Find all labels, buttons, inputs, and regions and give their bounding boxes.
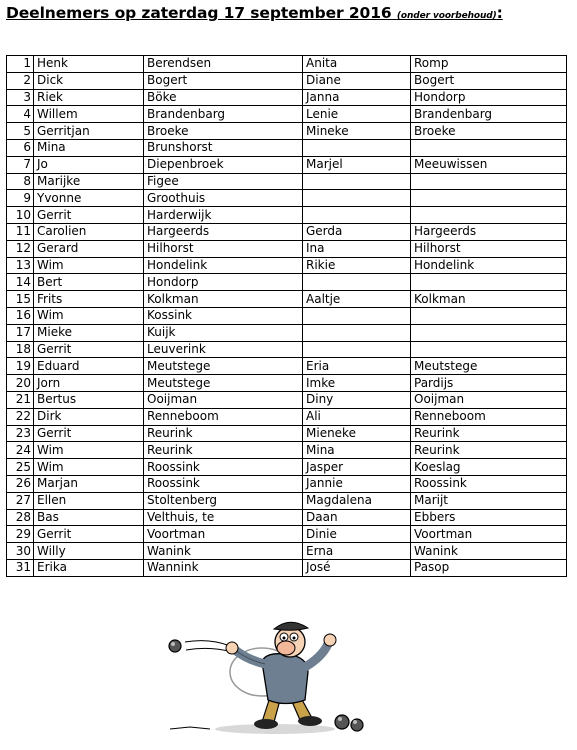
table-row <box>7 492 567 509</box>
partner-first-name-cell <box>303 173 411 190</box>
row-number: 5 <box>7 123 34 140</box>
first-name-cell: Willem <box>34 106 144 123</box>
first-name-cell: Gerrit <box>34 207 144 224</box>
row-number: 4 <box>7 106 34 123</box>
last-name-cell: Hargeerds <box>144 223 303 240</box>
first-name-cell: Wim <box>34 459 144 476</box>
row-number: 27 <box>7 492 34 509</box>
partner-first-name-cell: Erna <box>303 543 411 560</box>
partner-first-name-cell: Eria <box>303 358 411 375</box>
partner-last-name-cell: Roossink <box>411 475 567 492</box>
table-row <box>7 375 567 392</box>
table-row <box>7 56 567 73</box>
partner-first-name-cell: Daan <box>303 509 411 526</box>
last-name-cell: Harderwijk <box>144 207 303 224</box>
table-row <box>7 425 567 442</box>
row-number: 28 <box>7 509 34 526</box>
last-name-cell: Diepenbroek <box>144 156 303 173</box>
first-name-cell: Erika <box>34 559 144 576</box>
table-row <box>7 240 567 257</box>
last-name-cell: Voortman <box>144 526 303 543</box>
last-name-cell: Velthuis, te <box>144 509 303 526</box>
row-number: 17 <box>7 324 34 341</box>
partner-first-name-cell: Janna <box>303 89 411 106</box>
last-name-cell: Stoltenberg <box>144 492 303 509</box>
table-row <box>7 459 567 476</box>
table-row <box>7 442 567 459</box>
partner-last-name-cell: Reurink <box>411 442 567 459</box>
partner-first-name-cell: Jannie <box>303 475 411 492</box>
table-row <box>7 223 567 240</box>
row-number: 30 <box>7 543 34 560</box>
partner-last-name-cell: Meeuwissen <box>411 156 567 173</box>
table-row <box>7 475 567 492</box>
partner-last-name-cell: Ebbers <box>411 509 567 526</box>
row-number: 26 <box>7 475 34 492</box>
partner-last-name-cell <box>411 341 567 358</box>
row-number: 15 <box>7 291 34 308</box>
title-main: Deelnemers op zaterdag 17 september 2016 <box>6 4 392 22</box>
first-name-cell: Gerrit <box>34 341 144 358</box>
last-name-cell: Wanink <box>144 543 303 560</box>
petanque-player-icon <box>150 612 370 737</box>
first-name-cell: Mieke <box>34 324 144 341</box>
first-name-cell: Gerritjan <box>34 123 144 140</box>
row-number: 11 <box>7 223 34 240</box>
last-name-cell: Berendsen <box>144 56 303 73</box>
table-row <box>7 173 567 190</box>
partner-last-name-cell: Hondelink <box>411 257 567 274</box>
partner-last-name-cell: Voortman <box>411 526 567 543</box>
row-number: 18 <box>7 341 34 358</box>
partner-last-name-cell: Wanink <box>411 543 567 560</box>
first-name-cell: Jorn <box>34 375 144 392</box>
last-name-cell: Reurink <box>144 425 303 442</box>
partner-last-name-cell: Reurink <box>411 425 567 442</box>
partner-first-name-cell: Ali <box>303 408 411 425</box>
first-name-cell: Frits <box>34 291 144 308</box>
partner-first-name-cell: Gerda <box>303 223 411 240</box>
last-name-cell: Roossink <box>144 475 303 492</box>
partner-last-name-cell <box>411 139 567 156</box>
partner-last-name-cell: Marijt <box>411 492 567 509</box>
row-number: 20 <box>7 375 34 392</box>
first-name-cell: Jo <box>34 156 144 173</box>
first-name-cell: Gerard <box>34 240 144 257</box>
partner-first-name-cell: José <box>303 559 411 576</box>
last-name-cell: Kolkman <box>144 291 303 308</box>
partner-last-name-cell: Bogert <box>411 72 567 89</box>
last-name-cell: Wannink <box>144 559 303 576</box>
table-row <box>7 207 567 224</box>
table-row <box>7 106 567 123</box>
first-name-cell: Mina <box>34 139 144 156</box>
title-note: (onder voorbehoud) <box>396 11 497 21</box>
table-row <box>7 274 567 291</box>
table-row <box>7 543 567 560</box>
partner-first-name-cell: Aaltje <box>303 291 411 308</box>
first-name-cell: Ellen <box>34 492 144 509</box>
row-number: 3 <box>7 89 34 106</box>
row-number: 6 <box>7 139 34 156</box>
last-name-cell: Hondorp <box>144 274 303 291</box>
table-row <box>7 324 567 341</box>
partner-last-name-cell <box>411 274 567 291</box>
partner-first-name-cell <box>303 274 411 291</box>
first-name-cell: Dick <box>34 72 144 89</box>
partner-first-name-cell: Dinie <box>303 526 411 543</box>
first-name-cell: Willy <box>34 543 144 560</box>
partner-last-name-cell <box>411 190 567 207</box>
partner-first-name-cell <box>303 324 411 341</box>
row-number: 12 <box>7 240 34 257</box>
row-number: 25 <box>7 459 34 476</box>
first-name-cell: Wim <box>34 442 144 459</box>
table-row <box>7 89 567 106</box>
row-number: 22 <box>7 408 34 425</box>
partner-first-name-cell: Rikie <box>303 257 411 274</box>
title-colon: : <box>496 4 503 22</box>
partner-last-name-cell: Pardijs <box>411 375 567 392</box>
partner-last-name-cell: Pasop <box>411 559 567 576</box>
partner-first-name-cell <box>303 190 411 207</box>
row-number: 29 <box>7 526 34 543</box>
table-row <box>7 509 567 526</box>
partner-last-name-cell: Renneboom <box>411 408 567 425</box>
last-name-cell: Figee <box>144 173 303 190</box>
row-number: 19 <box>7 358 34 375</box>
first-name-cell: Gerrit <box>34 526 144 543</box>
last-name-cell: Meutstege <box>144 375 303 392</box>
last-name-cell: Meutstege <box>144 358 303 375</box>
first-name-cell: Riek <box>34 89 144 106</box>
table-row <box>7 156 567 173</box>
partner-first-name-cell: Diny <box>303 391 411 408</box>
row-number: 31 <box>7 559 34 576</box>
first-name-cell: Yvonne <box>34 190 144 207</box>
last-name-cell: Reurink <box>144 442 303 459</box>
table-row <box>7 559 567 576</box>
table-row <box>7 291 567 308</box>
row-number: 9 <box>7 190 34 207</box>
partner-first-name-cell: Mina <box>303 442 411 459</box>
row-number: 14 <box>7 274 34 291</box>
table-row <box>7 72 567 89</box>
last-name-cell: Hondelink <box>144 257 303 274</box>
row-number: 10 <box>7 207 34 224</box>
partner-first-name-cell: Mineke <box>303 123 411 140</box>
table-row <box>7 123 567 140</box>
last-name-cell: Brunshorst <box>144 139 303 156</box>
partner-first-name-cell: Imke <box>303 375 411 392</box>
partner-last-name-cell: Romp <box>411 56 567 73</box>
last-name-cell: Leuverink <box>144 341 303 358</box>
row-number: 24 <box>7 442 34 459</box>
partner-last-name-cell: Koeslag <box>411 459 567 476</box>
table-row <box>7 139 567 156</box>
row-number: 16 <box>7 307 34 324</box>
first-name-cell: Eduard <box>34 358 144 375</box>
first-name-cell: Bas <box>34 509 144 526</box>
first-name-cell: Gerrit <box>34 425 144 442</box>
last-name-cell: Ooijman <box>144 391 303 408</box>
last-name-cell: Hilhorst <box>144 240 303 257</box>
first-name-cell: Bert <box>34 274 144 291</box>
partner-first-name-cell <box>303 207 411 224</box>
last-name-cell: Bogert <box>144 72 303 89</box>
table-row <box>7 526 567 543</box>
partner-first-name-cell: Anita <box>303 56 411 73</box>
table-row <box>7 341 567 358</box>
partner-last-name-cell <box>411 307 567 324</box>
table-row <box>7 190 567 207</box>
first-name-cell: Carolien <box>34 223 144 240</box>
table-row <box>7 408 567 425</box>
row-number: 8 <box>7 173 34 190</box>
last-name-cell: Groothuis <box>144 190 303 207</box>
partner-last-name-cell <box>411 324 567 341</box>
partner-first-name-cell: Mieneke <box>303 425 411 442</box>
last-name-cell: Brandenbarg <box>144 106 303 123</box>
partner-first-name-cell <box>303 341 411 358</box>
partner-first-name-cell: Lenie <box>303 106 411 123</box>
last-name-cell: Böke <box>144 89 303 106</box>
table-row <box>7 257 567 274</box>
partner-last-name-cell: Hondorp <box>411 89 567 106</box>
last-name-cell: Kuijk <box>144 324 303 341</box>
participants-table <box>6 55 567 577</box>
partner-last-name-cell <box>411 173 567 190</box>
last-name-cell: Renneboom <box>144 408 303 425</box>
partner-first-name-cell: Ina <box>303 240 411 257</box>
partner-first-name-cell <box>303 307 411 324</box>
last-name-cell: Broeke <box>144 123 303 140</box>
partner-last-name-cell: Brandenbarg <box>411 106 567 123</box>
row-number: 2 <box>7 72 34 89</box>
first-name-cell: Wim <box>34 257 144 274</box>
row-number: 7 <box>7 156 34 173</box>
partner-last-name-cell: Kolkman <box>411 291 567 308</box>
table-row <box>7 307 567 324</box>
first-name-cell: Marjan <box>34 475 144 492</box>
partner-last-name-cell: Ooijman <box>411 391 567 408</box>
last-name-cell: Kossink <box>144 307 303 324</box>
partner-last-name-cell: Hargeerds <box>411 223 567 240</box>
first-name-cell: Dirk <box>34 408 144 425</box>
page-title <box>6 4 503 22</box>
row-number: 21 <box>7 391 34 408</box>
partner-last-name-cell: Meutstege <box>411 358 567 375</box>
partner-first-name-cell: Jasper <box>303 459 411 476</box>
partner-first-name-cell: Marjel <box>303 156 411 173</box>
partner-last-name-cell: Broeke <box>411 123 567 140</box>
row-number: 23 <box>7 425 34 442</box>
first-name-cell: Wim <box>34 307 144 324</box>
row-number: 13 <box>7 257 34 274</box>
partner-first-name-cell: Magdalena <box>303 492 411 509</box>
table-row <box>7 391 567 408</box>
last-name-cell: Roossink <box>144 459 303 476</box>
partner-last-name-cell: Hilhorst <box>411 240 567 257</box>
first-name-cell: Marijke <box>34 173 144 190</box>
table-row <box>7 358 567 375</box>
first-name-cell: Henk <box>34 56 144 73</box>
first-name-cell: Bertus <box>34 391 144 408</box>
partner-first-name-cell: Diane <box>303 72 411 89</box>
row-number: 1 <box>7 56 34 73</box>
partner-first-name-cell <box>303 139 411 156</box>
partner-last-name-cell <box>411 207 567 224</box>
